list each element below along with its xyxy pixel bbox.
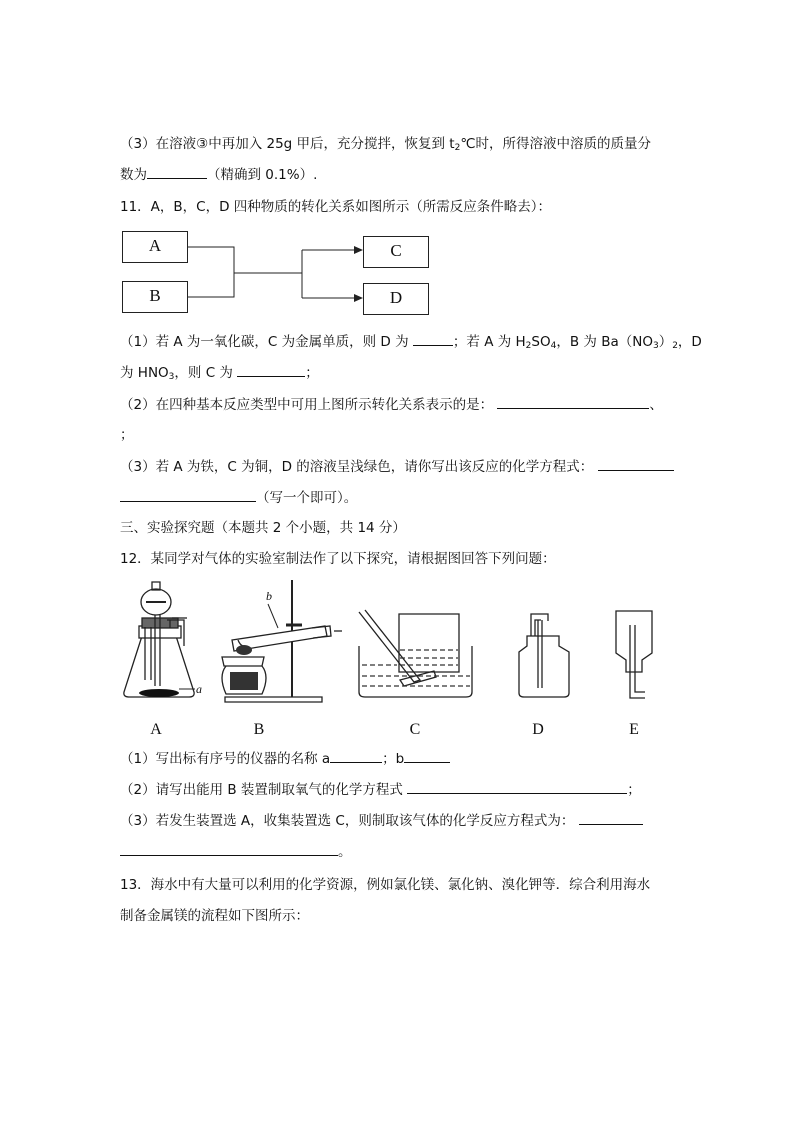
box-d: D — [363, 283, 429, 315]
apparatus-d — [519, 614, 569, 697]
answer-blank[interactable] — [330, 748, 382, 763]
text: ； — [305, 365, 319, 381]
text: （3）若 A 为铁，C 为铜，D 的溶液呈浅绿色，请你写出该反应的化学方程式： — [120, 459, 594, 475]
label-apparatus-a: A — [150, 721, 162, 738]
answer-blank[interactable] — [413, 331, 453, 346]
text: ，B 为 Ba（NO — [556, 334, 653, 350]
answer-blank[interactable] — [120, 841, 338, 856]
text: ） — [658, 334, 673, 350]
question-12-part1 — [120, 748, 450, 769]
text: （2）请写出能用 B 装置制取氧气的化学方程式 — [120, 782, 403, 798]
question-11-part3-line1 — [120, 456, 674, 477]
apparatus-b-fill — [230, 645, 258, 690]
text: （3）若发生装置选 A，收集装置选 C，则制取该气体的化学反应方程式为： — [120, 813, 575, 829]
label-apparatus-c: C — [409, 721, 421, 738]
label-apparatus-d: D — [532, 721, 544, 738]
subscript: 3 — [168, 372, 175, 382]
text: ；b — [382, 751, 405, 767]
question-11-part1-line2 — [120, 362, 319, 383]
question-12-part3-line1 — [120, 810, 643, 831]
apparatus-c — [359, 610, 472, 697]
question-13-line2: 制备金属镁的流程如下图所示： — [120, 908, 309, 924]
answer-blank[interactable] — [579, 810, 643, 825]
text: 为 HNO — [120, 365, 169, 381]
text: ； — [627, 782, 641, 798]
text: ；若 A 为 H — [452, 334, 526, 350]
text: （1）若 A 为一氧化碳，C 为金属单质，则 D 为 — [120, 334, 409, 350]
answer-blank[interactable] — [407, 779, 627, 794]
question-12-part3-line2 — [120, 841, 352, 862]
answer-blank[interactable] — [497, 394, 649, 409]
question-12-part2 — [120, 779, 641, 800]
box-b: B — [122, 281, 188, 313]
apparatus-e — [616, 611, 652, 698]
label-b-mark: b — [266, 589, 272, 603]
subscript: 2 — [525, 341, 532, 351]
answer-blank[interactable] — [404, 748, 450, 763]
text: （3）在溶液③中再加入 25g 甲后，充分搅拌，恢复到 t — [120, 136, 455, 152]
question-11-part3-line2 — [120, 487, 357, 508]
answer-blank[interactable] — [237, 362, 305, 377]
label-apparatus-e: E — [629, 721, 639, 738]
answer-blank[interactable] — [120, 487, 256, 502]
text: （2）在四种基本反应类型中可用上图所示转化关系表示的是： — [120, 397, 494, 413]
text: （精确到 0.1%）. — [207, 167, 318, 183]
text: 数为 — [120, 167, 147, 183]
section-3-title: 三、实验探究题（本题共 2 个小题，共 14 分） — [120, 520, 406, 536]
question-12-stem: 12．某同学对气体的实验室制法作了以下探究，请根据图回答下列问题： — [120, 551, 556, 567]
text: 、 — [649, 397, 663, 413]
text: （写一个即可）。 — [256, 490, 358, 506]
box-a: A — [122, 231, 188, 263]
label-a-mark: a — [196, 682, 202, 696]
question-11-stem: 11．A，B，C，D 四种物质的转化关系如图所示（所需反应条件略去）： — [120, 199, 552, 215]
question-11-part1-line1 — [120, 331, 702, 352]
text: （1）写出标有序号的仪器的名称 a — [120, 751, 331, 767]
question-13-line1: 13．海水中有大量可以利用的化学资源，例如氯化镁、氯化钠、溴化钾等．综合利用海水 — [120, 877, 651, 893]
subscript: 3 — [652, 341, 659, 351]
subscript: 2 — [454, 143, 461, 153]
box-c: C — [363, 236, 429, 268]
question-11-part2-line2: ； — [120, 427, 134, 443]
text: ，则 C 为 — [174, 365, 233, 381]
text: ，D — [677, 334, 702, 350]
text: 。 — [338, 844, 352, 860]
answer-blank[interactable] — [598, 456, 674, 471]
apparatus-a — [124, 582, 194, 697]
text: ℃时，所得溶液中溶质的质量分 — [460, 136, 652, 152]
text: SO — [531, 334, 551, 350]
label-apparatus-b: B — [253, 721, 265, 738]
question-11-part2-line1 — [120, 394, 663, 415]
subscript: 4 — [550, 341, 557, 351]
subscript: 2 — [672, 341, 678, 351]
